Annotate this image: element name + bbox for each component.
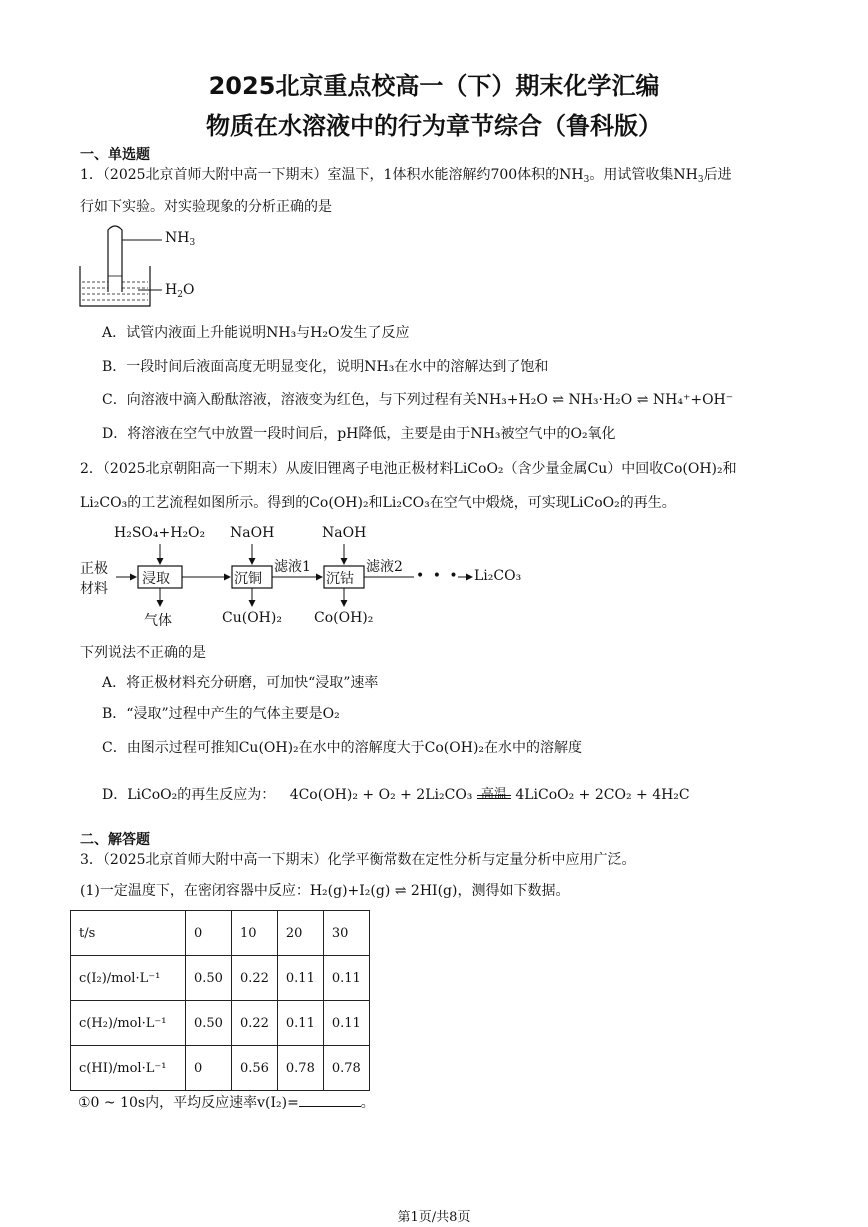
q1-label-h2o-text: H bbox=[165, 282, 178, 298]
q2-stem-line1: 2．（2025北京朝阳高一下期末）从废旧锂离子电池正极材料LiCoO₂（含少量金属Cu）中回收Co(OH)₂和 bbox=[80, 461, 737, 477]
answer-blank[interactable] bbox=[299, 1094, 361, 1107]
page-subtitle: 物质在水溶液中的行为章节综合（鲁科版） bbox=[206, 112, 662, 140]
q2-flow-reagent2: NaOH bbox=[230, 525, 275, 541]
page-footer: 第1页/共8页 bbox=[397, 1210, 471, 1225]
q1-label-nh3-sub: 3 bbox=[189, 238, 196, 248]
q1-label-h2o bbox=[165, 282, 194, 300]
q1-label-h2o-tail: O bbox=[182, 282, 195, 298]
q3-question-i-text: ①0 ~ 10s内，平均反应速率v(I₂)= bbox=[78, 1095, 299, 1111]
table-cell: 0.11 bbox=[277, 956, 323, 1001]
table-cell: c(HI)/mol·L⁻¹ bbox=[71, 1046, 186, 1091]
q2-flow-out-cuoh2: Cu(OH)₂ bbox=[222, 610, 282, 626]
table-cell: 0 bbox=[186, 1046, 232, 1091]
q2-option-d-prefix: D．LiCoO₂的再生反应为： bbox=[102, 787, 276, 803]
table-cell: 0.78 bbox=[277, 1046, 323, 1091]
q2-flow-out-cooh2: Co(OH)₂ bbox=[314, 610, 374, 626]
table-cell: 0.50 bbox=[186, 1001, 232, 1046]
table-cell: c(H₂)/mol·L⁻¹ bbox=[71, 1001, 186, 1046]
table-header-cell: 10 bbox=[231, 911, 277, 956]
q1-stem-line1 bbox=[80, 164, 732, 185]
q1-option-a: A．试管内液面上升能说明NH₃与H₂O发生了反应 bbox=[102, 325, 410, 341]
table-header-cell: 30 bbox=[323, 911, 369, 956]
q1-stem-a: 1．（2025北京首师大附中高一下期末）室温下，1体积水能溶解约700体积的NH bbox=[80, 167, 584, 183]
q1-option-d: D．将溶液在空气中放置一段时间后，pH降低，主要是由于NH₃被空气中的O₂氧化 bbox=[102, 426, 616, 442]
table-cell: c(I₂)/mol·L⁻¹ bbox=[71, 956, 186, 1001]
q2-flow-box-cu: 沉铜 bbox=[234, 571, 262, 587]
q1-option-b: B．一段时间后液面高度无明显变化，说明NH₃在水中的溶解达到了饱和 bbox=[102, 359, 549, 375]
table-cell: 0.50 bbox=[186, 956, 232, 1001]
table-cell: 0.11 bbox=[277, 1001, 323, 1046]
q1-option-c: C．向溶液中滴入酚酞溶液，溶液变为红色，与下列过程有关NH₃+H₂O ⇌ NH₃·H₂O ⇌ NH₄⁺+OH⁻ bbox=[102, 392, 734, 408]
q1-label-nh3 bbox=[165, 230, 195, 248]
q2-option-d-reactants: 4Co(OH)₂ + O₂ + 2Li₂CO₃ bbox=[289, 787, 473, 803]
q2-option-a: A．将正极材料充分研磨，可加快“浸取”速率 bbox=[102, 675, 379, 691]
q1-stem-line2: 行如下实验。对实验现象的分析正确的是 bbox=[80, 199, 332, 215]
q2-flow-reagent1: H₂SO₄+H₂O₂ bbox=[114, 525, 206, 541]
q2-flow-out-gas: 气体 bbox=[144, 613, 172, 629]
q1-stem-c: 后进 bbox=[703, 167, 732, 183]
q3-question-i-end: 。 bbox=[360, 1095, 375, 1111]
table-cell: 0.22 bbox=[231, 956, 277, 1001]
q1-label-nh3-text: NH bbox=[165, 230, 190, 246]
page-title: 2025北京重点校高一（下）期末化学汇编 bbox=[208, 72, 660, 100]
q2-flow-filtrate2: 滤液2 bbox=[366, 559, 403, 575]
q2-option-d bbox=[102, 784, 690, 804]
table-row bbox=[71, 911, 370, 956]
table-row bbox=[71, 1046, 370, 1091]
q2-flow-reagent3: NaOH bbox=[322, 525, 367, 541]
q2-flow-input-line1: 正极 bbox=[80, 561, 108, 577]
section-heading-single-choice: 一、单选题 bbox=[80, 147, 150, 163]
q2-flow-box-leach: 浸取 bbox=[142, 571, 170, 587]
q2-flow-filtrate1: 滤液1 bbox=[274, 559, 311, 575]
q2-question: 下列说法不正确的是 bbox=[80, 645, 206, 661]
q1-stem-a-sub: 3 bbox=[583, 175, 590, 185]
table-header-cell: t/s bbox=[71, 911, 186, 956]
table-cell: 0.78 bbox=[323, 1046, 369, 1091]
q2-flow-input-line2: 材料 bbox=[80, 581, 108, 597]
table-cell: 0.11 bbox=[323, 1001, 369, 1046]
table-row bbox=[71, 1001, 370, 1046]
q2-option-d-products: 4LiCoO₂ + 2CO₂ + 4H₂C bbox=[515, 787, 690, 803]
q3-data-table bbox=[70, 910, 370, 1091]
q1-label-h2o-sub: 2 bbox=[177, 290, 183, 300]
table-cell: 0.56 bbox=[231, 1046, 277, 1091]
table-cell: 0.11 bbox=[323, 956, 369, 1001]
q2-stem-line2: Li₂CO₃的工艺流程如图所示。得到的Co(OH)₂和Li₂CO₃在空气中煅烧，可实现LiCoO₂的再生。 bbox=[80, 495, 676, 511]
q3-sub1: (1)一定温度下，在密闭容器中反应：H₂(g)+I₂(g) ⇌ 2HI(g)，测得如下数据。 bbox=[80, 883, 570, 899]
q2-option-c: C．由图示过程可推知Cu(OH)₂在水中的溶解度大于Co(OH)₂在水中的溶解度 bbox=[102, 740, 583, 756]
table-cell: 0.22 bbox=[231, 1001, 277, 1046]
q2-option-b: B．“浸取”过程中产生的气体主要是O₂ bbox=[102, 706, 340, 722]
table-row bbox=[71, 956, 370, 1001]
table-header-cell: 20 bbox=[277, 911, 323, 956]
section-heading-answer: 二、解答题 bbox=[80, 832, 150, 848]
q2-flow-dots: • • • bbox=[416, 568, 460, 584]
q1-stem-b-sub: 3 bbox=[697, 175, 704, 185]
q3-question-i bbox=[78, 1092, 375, 1112]
q2-flow-box-co: 沉钴 bbox=[326, 571, 354, 587]
q1-stem-b: 。用试管收集NH bbox=[589, 167, 698, 183]
q2-flow-product: Li₂CO₃ bbox=[474, 568, 522, 584]
q3-stem: 3．（2025北京首师大附中高一下期末）化学平衡常数在定性分析与定量分析中应用广泛。 bbox=[80, 852, 636, 868]
table-header-cell: 0 bbox=[186, 911, 232, 956]
q2-option-d-condition-text: 高温 bbox=[480, 787, 507, 802]
